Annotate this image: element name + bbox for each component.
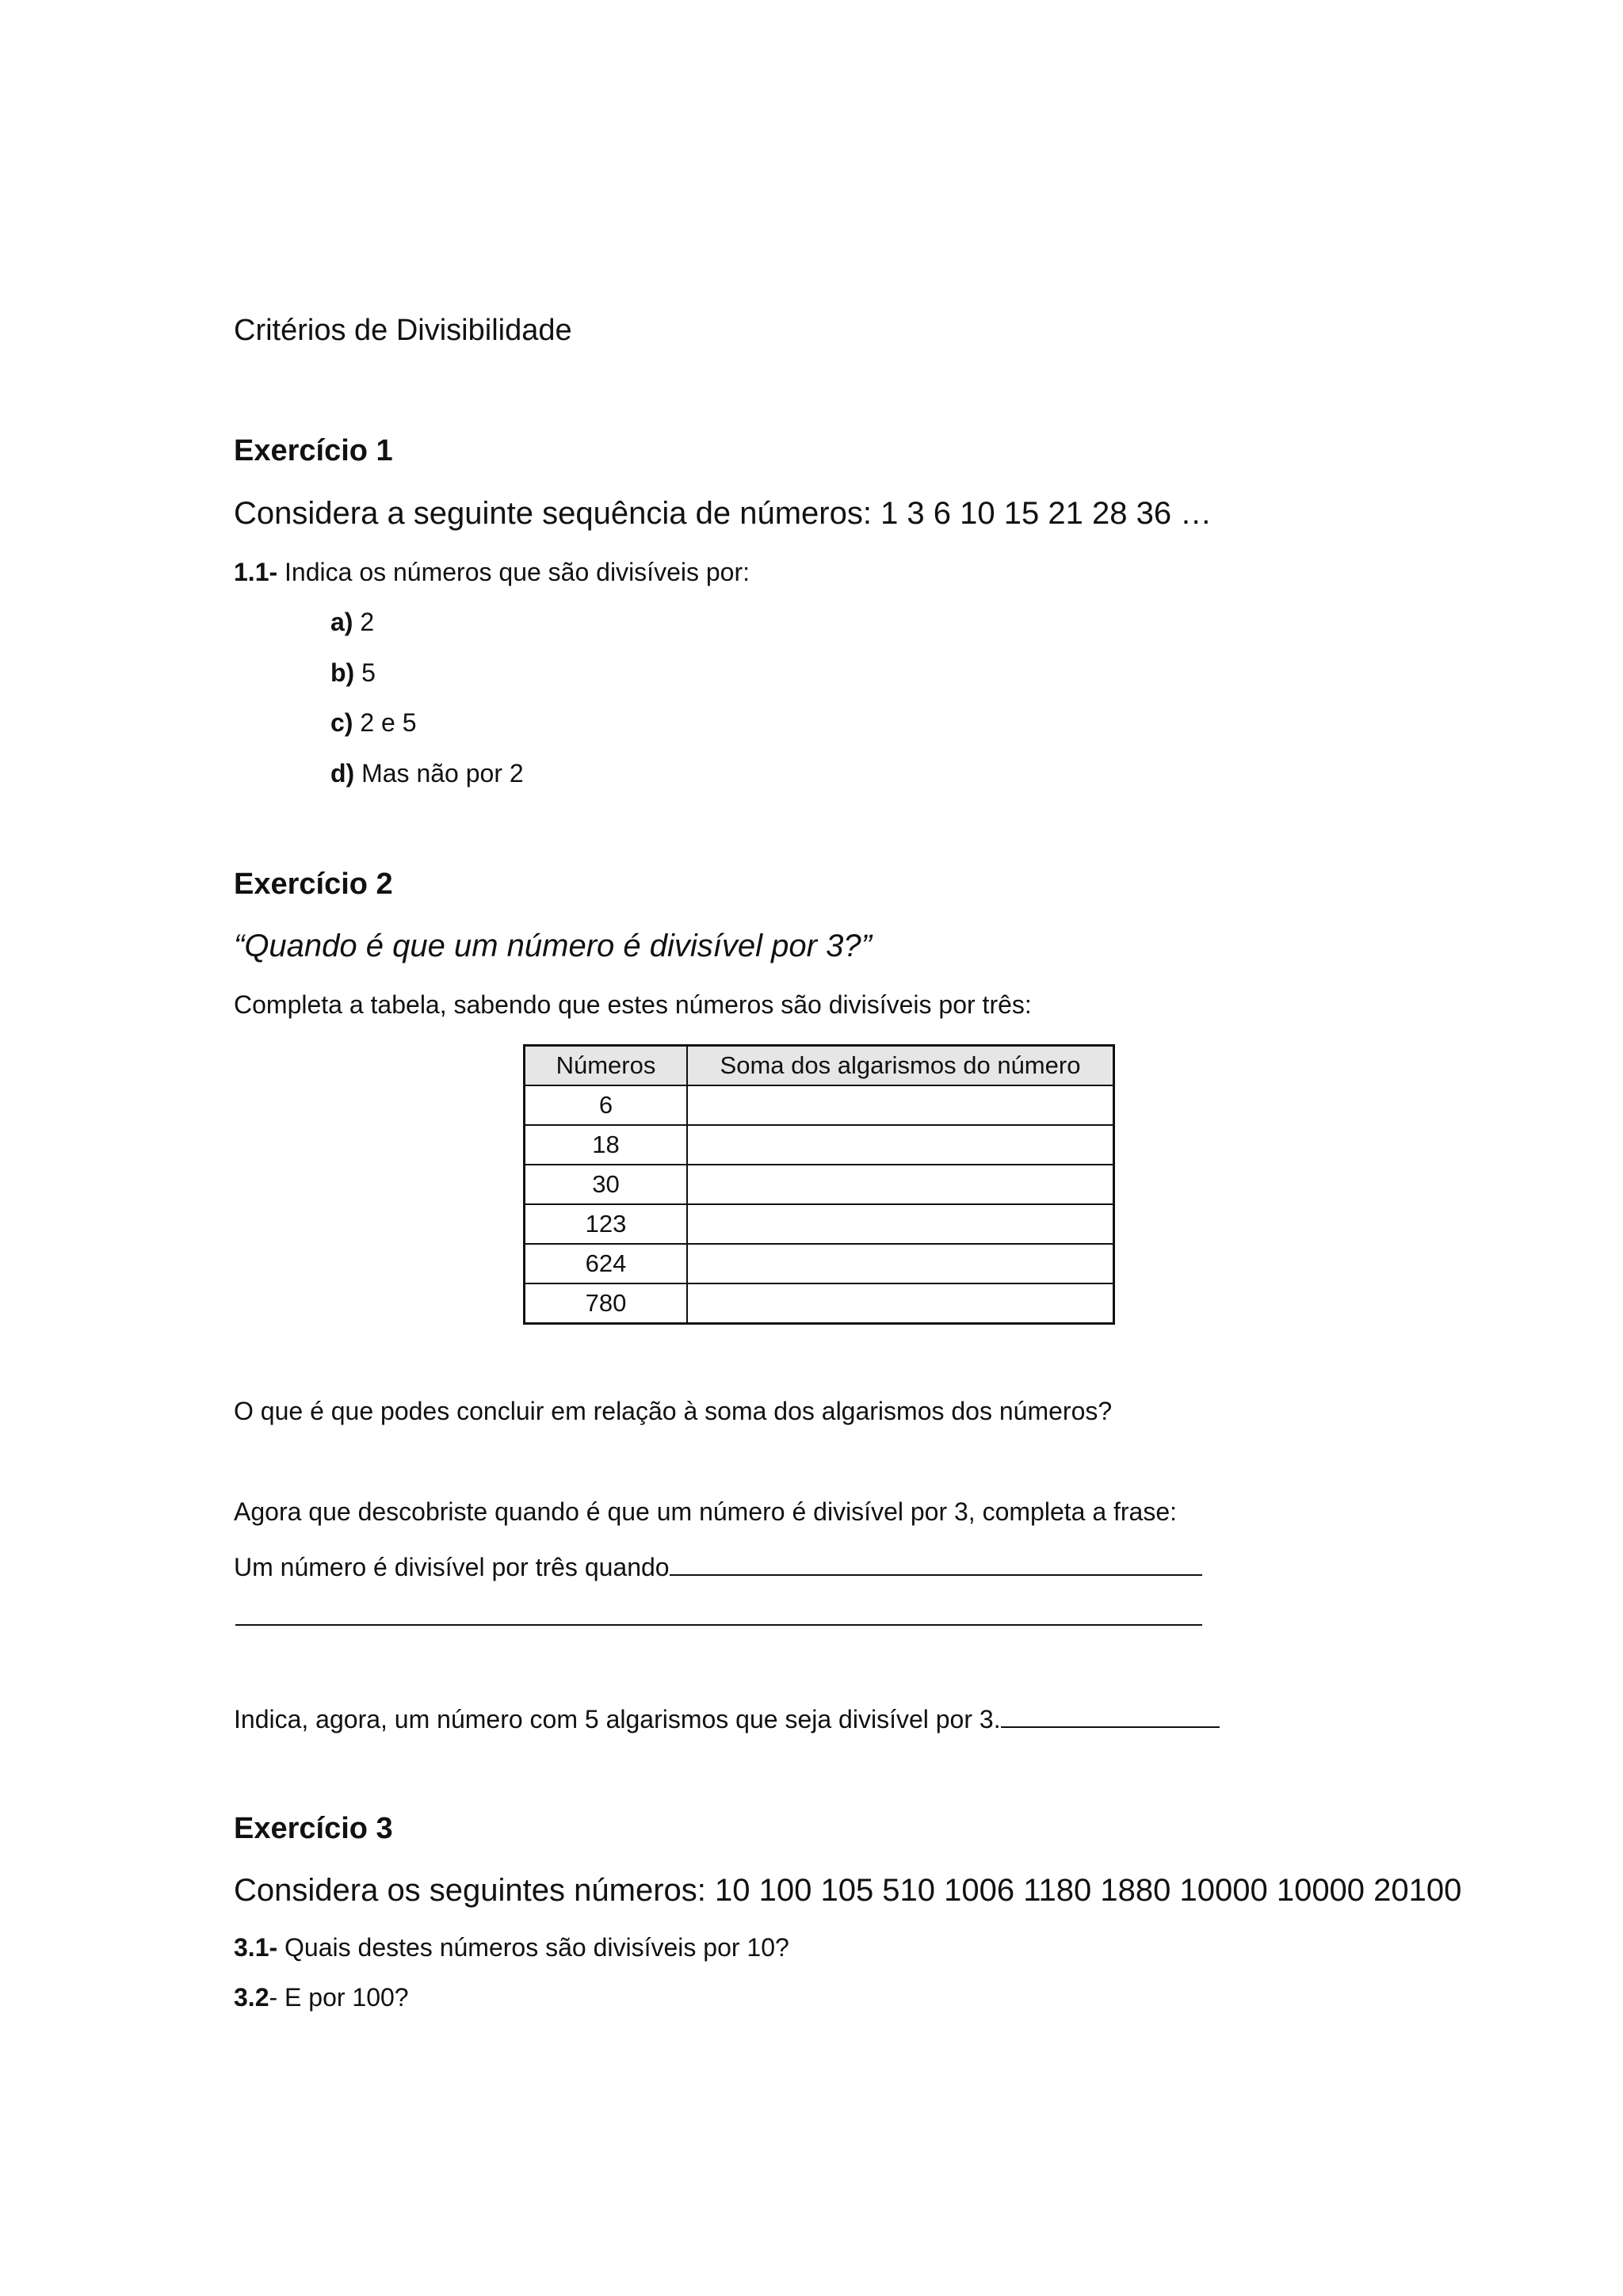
- question-3-1-text: Quais destes números são divisíveis por 10?: [277, 1933, 789, 1962]
- indicate-number-question: [234, 1699, 1220, 1734]
- table-cell-number: 624: [525, 1244, 688, 1283]
- question-3-2: [234, 1983, 409, 2012]
- table-cell-answer[interactable]: [687, 1244, 1114, 1283]
- question-3-2-number: 3.2: [234, 1983, 269, 2012]
- exercise-3-intro: Considera os seguintes números: 10 100 105 510 1006 1180 1880 10000 10000 20100: [234, 1873, 1462, 1908]
- table-row: [525, 1165, 1114, 1204]
- item-label: b): [330, 658, 355, 687]
- list-item: [330, 759, 524, 788]
- sentence-text: Um número é divisível por três quando: [234, 1553, 670, 1581]
- conclusion-question: O que é que podes concluir em relação à soma dos algarismos dos números?: [234, 1397, 1113, 1425]
- table-row: [525, 1244, 1114, 1283]
- answer-blank-line[interactable]: [670, 1547, 1202, 1576]
- indicate-text: Indica, agora, um número com 5 algarismos que seja divisível por 3.: [234, 1705, 1001, 1733]
- answer-blank-line[interactable]: [1001, 1699, 1220, 1728]
- question-1-1-text: Indica os números que são divisíveis por:: [277, 558, 750, 586]
- table-cell-answer[interactable]: [687, 1165, 1114, 1204]
- table-row: [525, 1125, 1114, 1165]
- table-cell-number: 6: [525, 1085, 688, 1125]
- list-item: [330, 608, 374, 637]
- list-item: [330, 658, 376, 688]
- question-3-1-number: 3.1-: [234, 1933, 278, 1962]
- table-cell-answer[interactable]: [687, 1283, 1114, 1324]
- sentence-to-complete: [234, 1547, 1202, 1582]
- table-row: [525, 1283, 1114, 1324]
- table-row: [525, 1204, 1114, 1244]
- digit-sum-table: [523, 1044, 1115, 1325]
- table-cell-number: 123: [525, 1204, 688, 1244]
- now-complete-instruction: Agora que descobriste quando é que um número é divisível por 3, completa a frase:: [234, 1497, 1178, 1526]
- exercise-3-heading: Exercício 3: [234, 1812, 393, 1845]
- exercise-2-instruction: Completa a tabela, sabendo que estes números são divisíveis por três:: [234, 990, 1032, 1019]
- table-header-digit-sum: Soma dos algarismos do número: [687, 1046, 1114, 1086]
- table-header-numbers: Números: [525, 1046, 688, 1086]
- question-1-1: [234, 558, 750, 587]
- list-item: [330, 708, 417, 738]
- table-cell-number: 18: [525, 1125, 688, 1165]
- question-3-1: [234, 1933, 789, 1962]
- exercise-1-heading: Exercício 1: [234, 434, 393, 467]
- table-cell-answer[interactable]: [687, 1125, 1114, 1165]
- table-cell-answer[interactable]: [687, 1085, 1114, 1125]
- item-label: c): [330, 708, 353, 737]
- item-text: 2: [353, 608, 375, 636]
- exercise-2-heading: Exercício 2: [234, 868, 393, 901]
- table-cell-number: 30: [525, 1165, 688, 1204]
- item-text: Mas não por 2: [354, 759, 524, 788]
- table-cell-answer[interactable]: [687, 1204, 1114, 1244]
- item-label: d): [330, 759, 355, 788]
- exercise-2-question: “Quando é que um número é divisível por 3?”: [234, 929, 872, 963]
- table-cell-number: 780: [525, 1283, 688, 1324]
- item-text: 5: [354, 658, 376, 687]
- question-3-2-text: - E por 100?: [269, 1983, 409, 2012]
- exercise-1-intro: Considera a seguinte sequência de números: 1 3 6 10 15 21 28 36 …: [234, 496, 1212, 531]
- item-text: 2 e 5: [353, 708, 417, 737]
- question-1-1-number: 1.1-: [234, 558, 278, 586]
- table-row: [525, 1085, 1114, 1125]
- page-title: Critérios de Divisibilidade: [234, 314, 572, 347]
- answer-blank-line-full[interactable]: [235, 1624, 1202, 1626]
- item-label: a): [330, 608, 353, 636]
